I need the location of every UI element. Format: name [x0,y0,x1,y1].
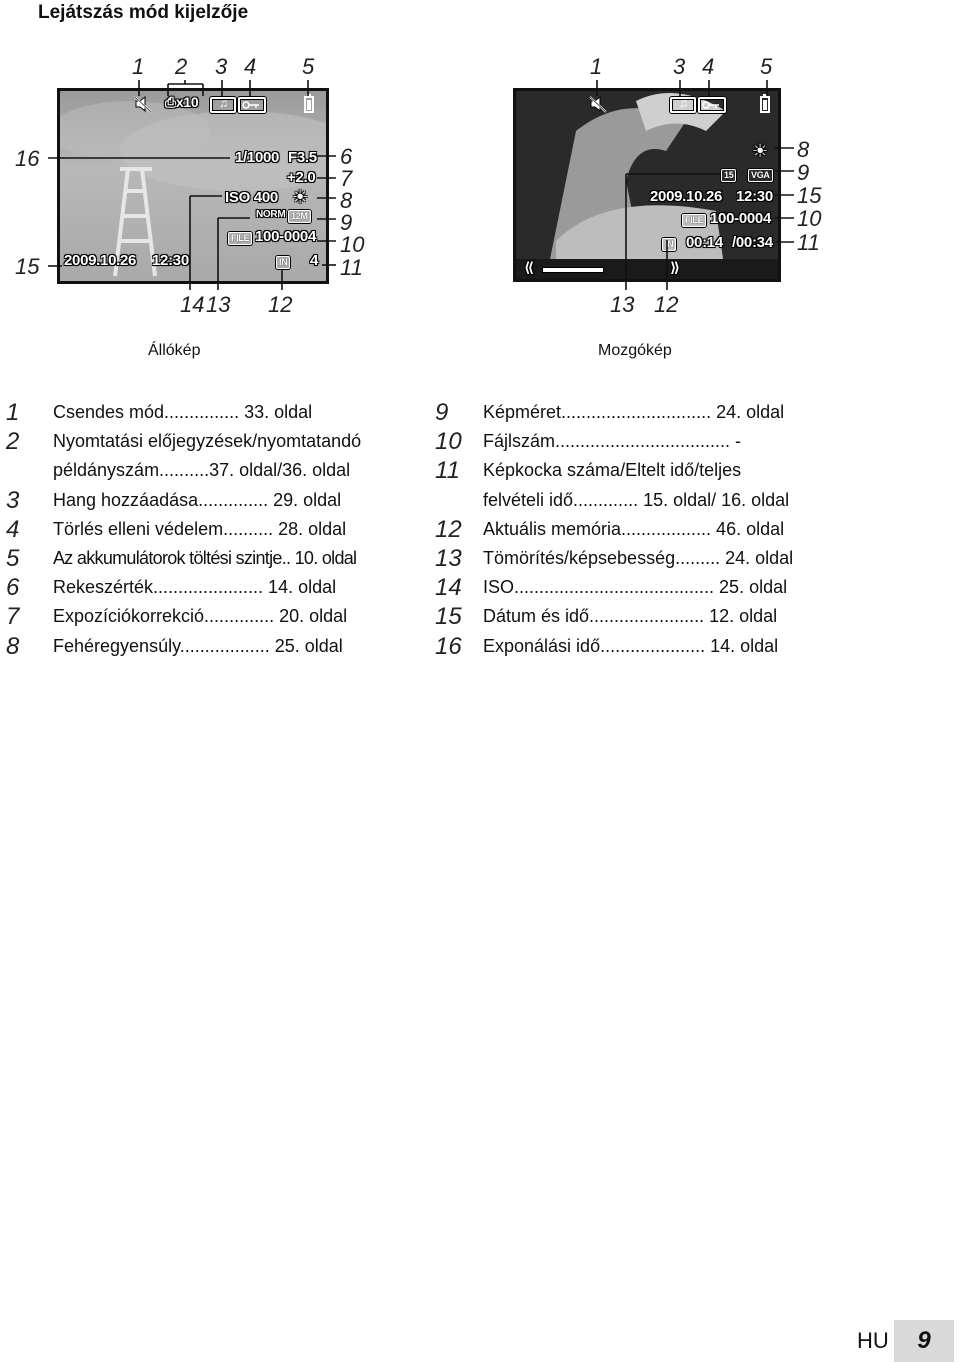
callout-13: 13 [206,292,231,317]
legend-item: 12 Aktuális memória.................. 46. oldal [435,515,785,543]
rewind-icon: ⟪ [524,259,534,275]
aperture-value: F3.5 [288,149,317,166]
callout-1: 1 [590,54,603,79]
print-icon: ⎙ [165,94,176,110]
legend-item: 9 Képméret.............................. 24. oldal [435,399,785,426]
image-size-indicator [288,207,311,224]
callout-11: 11 [340,255,363,280]
frame-rate-indicator [721,166,736,183]
iso-value: ISO 400 [225,189,278,206]
callout-6: 6 [340,144,353,169]
date: 2009.10.26 [650,188,723,205]
memory-icon [662,235,676,252]
image-size-badge: VGA [748,169,773,182]
callout-15: 15 [15,254,40,279]
callout-9: 9 [797,160,810,185]
print-reservation [165,94,198,111]
legend-right-column [435,398,855,661]
memory-badge: IN [662,238,676,251]
image-size-badge: 12M [288,210,311,223]
callout-13: 13 [610,292,635,317]
callout-12: 12 [268,292,293,317]
legend-item: 14 ISO........................................ 25. oldal [435,574,788,602]
legend-item: 5 Az akkumulátorok töltési szintje.. 10. oldal [6,544,357,572]
legend-item: 2 Nyomtatási előjegyzések/nyomtatandó [6,428,362,456]
movie-caption: Mozgókép [598,342,672,359]
protect-key-icon [698,97,726,113]
file-badge: FILE [682,214,706,227]
legend-item: 4 Törlés elleni védelem.......... 28. oldal [6,515,347,543]
image-size-indicator [748,166,773,183]
file-icon [682,211,706,228]
file-number: 100-0004 [255,228,316,245]
battery-icon [759,94,771,118]
sound-icon: ♫ [670,97,696,113]
callout-10: 10 [340,232,365,257]
exposure-compensation: +2.0 [287,169,316,186]
callout-12: 12 [654,292,679,317]
time: 12:30 [152,252,189,269]
print-count: x10 [175,94,199,110]
legend-item: 10 Fájlszám................................... - [435,428,742,456]
language-label: HU [857,1328,889,1353]
legend-item: 1 Csendes mód............... 33. oldal [6,399,313,426]
battery-icon [303,94,315,118]
callout-2: 2 [175,54,188,79]
date: 2009.10.26 [64,252,137,269]
silent-mode-icon [588,95,608,117]
movie-screen [513,88,781,282]
callout-8: 8 [797,137,810,162]
total-time: /00:34 [732,234,773,251]
still-image-screen [57,88,329,284]
section-title: Lejátszás mód kijelzője [38,2,249,23]
callout-8: 8 [340,188,353,213]
callout-14: 14 [180,292,205,317]
file-icon [228,229,252,246]
file-number: 100-0004 [710,210,771,227]
white-balance-sun-icon: ☀ [752,141,768,161]
compression-indicator: NORM [256,209,286,220]
callout-10: 10 [797,206,822,231]
callout-1: 1 [132,54,145,79]
frame-count: 4 [310,252,319,269]
fast-forward-icon: ⟫ [670,259,680,275]
still-image-caption: Állókép [148,342,201,359]
sound-icon: ♫ [210,97,236,113]
callout-9: 9 [340,210,353,235]
legend-item: 3 Hang hozzáadása.............. 29. oldal [6,486,342,514]
legend-item: 7 Expozíciókorrekció.............. 20. oldal [6,603,348,631]
legend-item: 6 Rekeszérték...................... 14. oldal [6,574,337,602]
legend-left-column [6,398,426,661]
legend-item: 16 Exponálási idő..................... 14. oldal [435,632,779,660]
shutter-speed: 1/1000 [235,149,280,166]
callout-3: 3 [673,54,686,79]
silent-mode-icon [133,95,153,117]
legend-item: felvételi idő............. 15. oldal/ 16. oldal [483,489,790,510]
playback-progress-bar [542,267,604,273]
memory-icon [276,253,290,270]
callout-15: 15 [797,183,822,208]
legend-item: 15 Dátum és idő....................... 12. oldal [435,603,778,631]
legend-item: 11 Képkocka száma/Eltelt idő/teljes [435,457,742,485]
legend-item: 8 Fehéregyensúly.................. 25. oldal [6,632,343,660]
time: 12:30 [736,188,773,205]
callout-4: 4 [702,54,715,79]
callout-7: 7 [340,166,353,191]
callout-3: 3 [215,54,228,79]
callout-5: 5 [760,54,773,79]
callout-5: 5 [302,54,315,79]
callout-16: 16 [15,146,40,171]
page-number: 9 [894,1320,954,1362]
protect-key-icon [238,97,266,113]
elapsed-time: 00:14 [686,234,723,251]
frame-rate-badge: 15 [721,169,736,182]
memory-badge: IN [276,256,290,269]
file-badge: FILE [228,232,252,245]
legend-item: példányszám..........37. oldal/36. oldal [53,460,351,481]
white-balance-sun-icon: ☀ [292,187,308,207]
callout-4: 4 [244,54,257,79]
legend-item: 13 Tömörítés/képsebesség......... 24. oldal [435,544,794,572]
callout-11: 11 [797,230,820,255]
